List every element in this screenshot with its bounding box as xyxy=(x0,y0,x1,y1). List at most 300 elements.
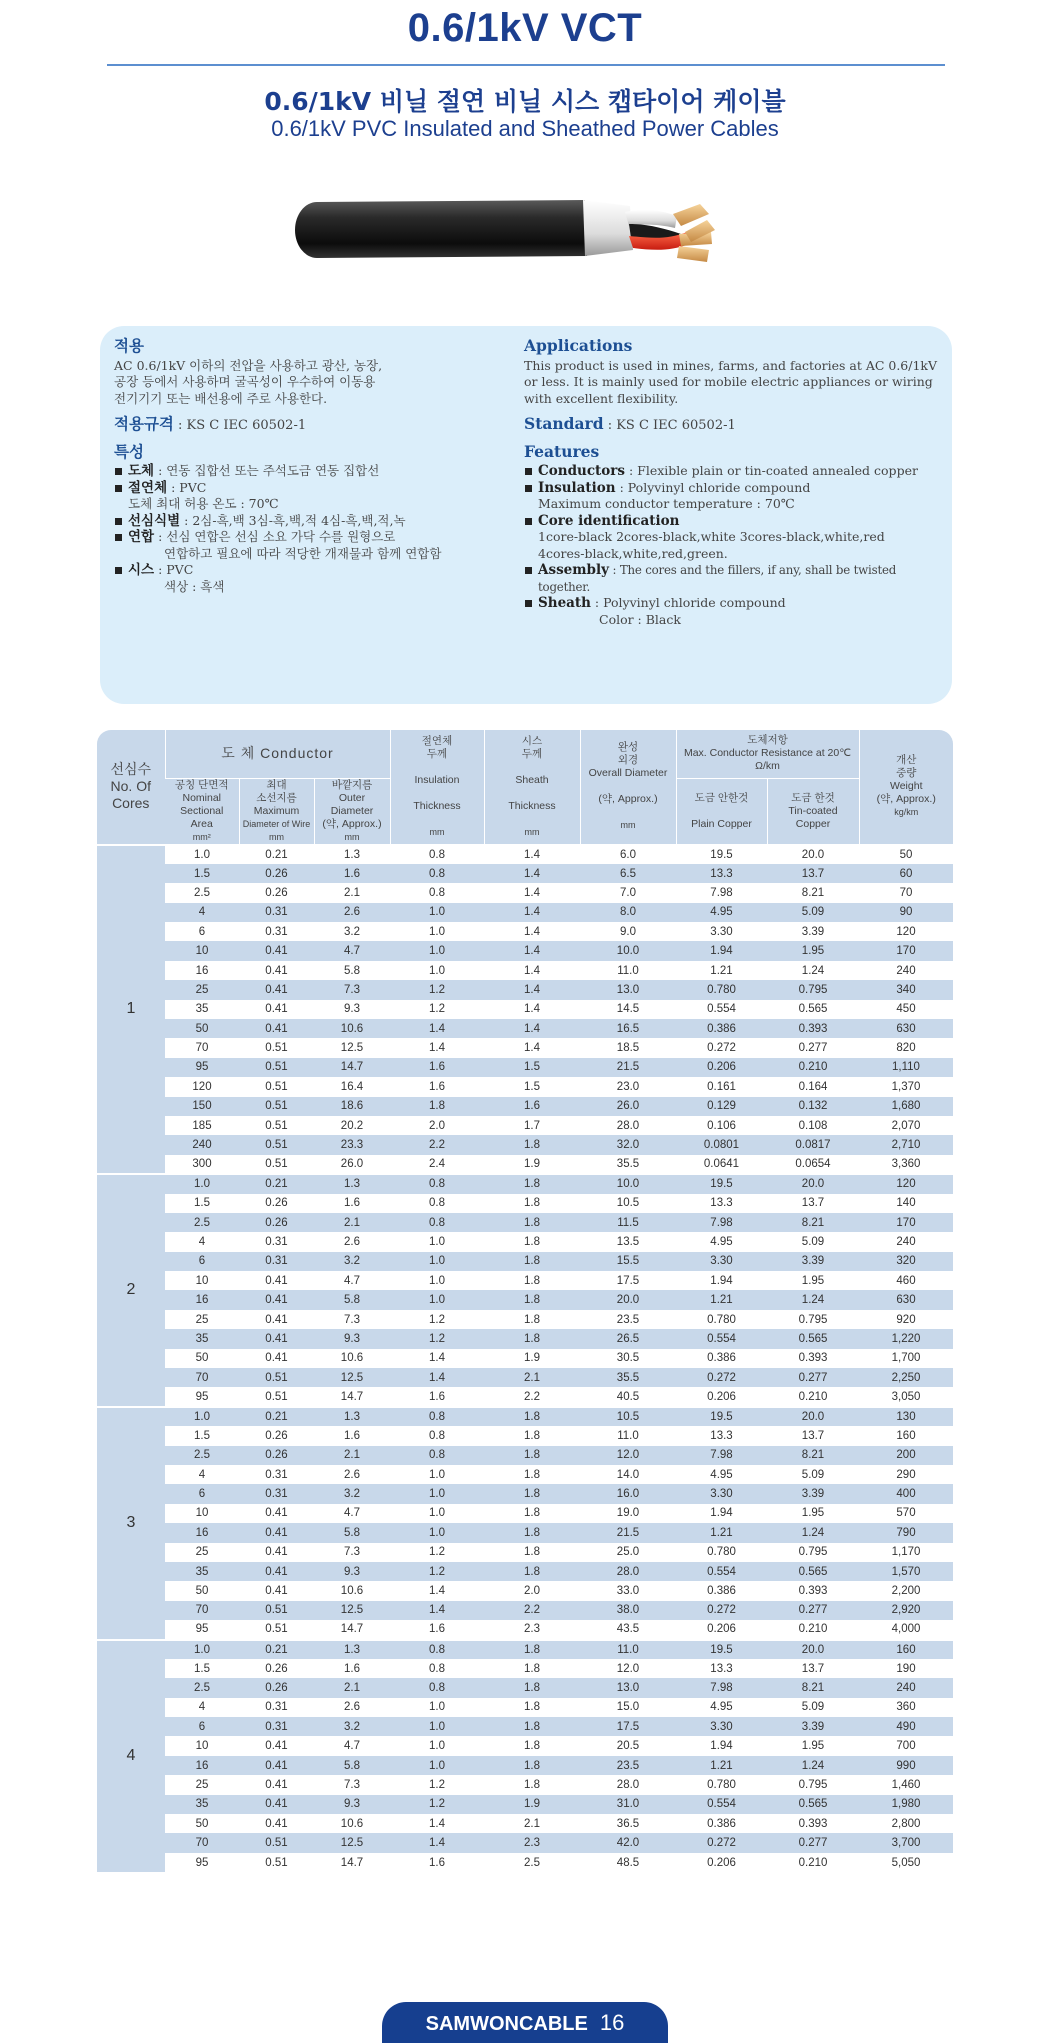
table-cell: 0.41 xyxy=(239,1523,314,1542)
table-cell: 1.2 xyxy=(390,1310,484,1329)
table-cell: 18.5 xyxy=(580,1038,676,1057)
table-cell: 12.0 xyxy=(580,1659,676,1678)
page-number: 16 xyxy=(599,2010,625,2035)
feature-insulation-detail: 도체 최대 허용 온도 : 70℃ xyxy=(128,496,279,511)
table-cell: 0.51 xyxy=(239,1077,314,1096)
table-cell: 70 xyxy=(859,883,953,902)
table-cell: 1.2 xyxy=(390,1329,484,1348)
table-cell: 0.206 xyxy=(676,1058,767,1077)
table-cell: 7.98 xyxy=(676,883,767,902)
table-cell: 28.0 xyxy=(580,1116,676,1135)
table-cell: 3.2 xyxy=(314,1252,390,1271)
table-cell: 6 xyxy=(165,922,239,941)
table-cell: 10 xyxy=(165,1271,239,1290)
table-cell: 1.8 xyxy=(484,1446,580,1465)
table-cell: 50 xyxy=(165,1581,239,1600)
table-cell: 120 xyxy=(165,1077,239,1096)
table-cell: 1.94 xyxy=(676,1736,767,1755)
table-cell: 1.8 xyxy=(484,1523,580,1542)
table-cell: 0.393 xyxy=(767,1814,859,1833)
table-cell: 1,680 xyxy=(859,1097,953,1116)
table-cell: 6 xyxy=(165,1484,239,1503)
table-row xyxy=(97,1620,953,1639)
table-cell: 11.0 xyxy=(580,1426,676,1445)
table-cell: 0.393 xyxy=(767,1019,859,1038)
table-cell: 3.30 xyxy=(676,1484,767,1503)
product-title-korean: 0.6/1kV 비닐 절연 비닐 시스 캡타이어 케이블 xyxy=(264,87,786,116)
table-cell: 1.0 xyxy=(390,1756,484,1775)
table-cell: 450 xyxy=(859,1000,953,1019)
table-cell: 0.51 xyxy=(239,1155,314,1174)
table-cell: 1.0 xyxy=(165,1407,239,1426)
table-cell: 0.41 xyxy=(239,961,314,980)
table-cell: 12.5 xyxy=(314,1833,390,1852)
table-cell: 1.4 xyxy=(390,1581,484,1600)
table-row xyxy=(97,1446,953,1465)
table-cell: 0.31 xyxy=(239,1465,314,1484)
applications-line: AC 0.6/1kV 이하의 전압을 사용하고 광산, 농장, xyxy=(114,357,383,373)
table-cell: 1.0 xyxy=(390,1698,484,1717)
table-row xyxy=(97,1756,953,1775)
table-cell: 0.8 xyxy=(390,1659,484,1678)
table-cell: 0.41 xyxy=(239,980,314,999)
table-cell: 0.31 xyxy=(239,1484,314,1503)
table-cell: 7.3 xyxy=(314,1543,390,1562)
table-cell: 170 xyxy=(859,941,953,960)
table-cell: 1.0 xyxy=(390,1484,484,1503)
applications-line: with excellent flexibility. xyxy=(524,390,679,406)
table-cell: 4.7 xyxy=(314,1271,390,1290)
table-row xyxy=(97,1407,953,1426)
table-cell: 25 xyxy=(165,1543,239,1562)
table-cell: 0.108 xyxy=(767,1116,859,1135)
standard-line-ko xyxy=(114,416,514,435)
table-cell: 1.4 xyxy=(484,980,580,999)
standard-line-en xyxy=(524,416,949,435)
table-cell: 12.5 xyxy=(314,1038,390,1057)
table-cell: 2.6 xyxy=(314,1232,390,1251)
table-cell: 25.0 xyxy=(580,1543,676,1562)
table-cell: 1.3 xyxy=(314,1407,390,1426)
header-sheath-thickness: 시스 두께 Sheath Thickness mm xyxy=(484,730,580,845)
table-cell: 50 xyxy=(165,1349,239,1368)
table-cell: 14.7 xyxy=(314,1853,390,1872)
table-cell: 3.30 xyxy=(676,1252,767,1271)
table-cell: 240 xyxy=(859,1678,953,1697)
table-cell: 0.51 xyxy=(239,1387,314,1406)
table-cell: 4 xyxy=(165,903,239,922)
table-cell: 10 xyxy=(165,1736,239,1755)
table-cell: 95 xyxy=(165,1853,239,1872)
table-cell: 0.31 xyxy=(239,1698,314,1717)
table-row xyxy=(97,1019,953,1038)
table-cell: 16 xyxy=(165,1290,239,1309)
table-cell: 15.0 xyxy=(580,1698,676,1717)
footer-page-tab xyxy=(382,2002,668,2043)
table-cell: 2,920 xyxy=(859,1601,953,1620)
table-row xyxy=(97,1000,953,1019)
table-cell: 28.0 xyxy=(580,1562,676,1581)
header-insulation-thickness: 절연체 두께 Insulation Thickness mm xyxy=(390,730,484,845)
table-cell: 13.5 xyxy=(580,1232,676,1251)
table-cell: 23.0 xyxy=(580,1077,676,1096)
feature-core-id-detail: 4cores-black,white,red,green. xyxy=(538,545,728,561)
table-cell: 0.554 xyxy=(676,1000,767,1019)
table-cell: 0.565 xyxy=(767,1562,859,1581)
table-row xyxy=(97,1833,953,1852)
table-cell: 16 xyxy=(165,961,239,980)
table-cell: 700 xyxy=(859,1736,953,1755)
table-cell: 160 xyxy=(859,1640,953,1659)
table-cell: 19.5 xyxy=(676,1174,767,1193)
table-cell: 160 xyxy=(859,1426,953,1445)
table-cell: 2,200 xyxy=(859,1581,953,1600)
table-cell: 16.4 xyxy=(314,1077,390,1096)
table-cell: 140 xyxy=(859,1194,953,1213)
table-row xyxy=(97,1698,953,1717)
table-row xyxy=(97,1736,953,1755)
table-row xyxy=(97,903,953,922)
table-cell: 490 xyxy=(859,1717,953,1736)
header-wire-diameter: 최대 소선지름 Maximum Diameter of Wire mm xyxy=(239,778,314,845)
table-cell: 0.41 xyxy=(239,1562,314,1581)
table-row xyxy=(97,1077,953,1096)
table-cell: 5.8 xyxy=(314,1290,390,1309)
table-cell: 1.8 xyxy=(484,1756,580,1775)
table-cell: 5.8 xyxy=(314,1756,390,1775)
table-row xyxy=(97,1368,953,1387)
table-cell: 9.0 xyxy=(580,922,676,941)
table-cell: 0.0817 xyxy=(767,1135,859,1154)
table-row xyxy=(97,1775,953,1794)
table-cell: 1.4 xyxy=(390,1038,484,1057)
table-cell: 1.0 xyxy=(390,1736,484,1755)
table-cell: 1.5 xyxy=(484,1077,580,1096)
header-outer-diameter: 바깥지름 Outer Diameter (약, Approx.) mm xyxy=(314,778,390,845)
table-cell: 0.210 xyxy=(767,1620,859,1639)
table-cell: 13.7 xyxy=(767,1659,859,1678)
feature-sheath-detail: 색상 : 흑색 xyxy=(164,578,225,594)
table-cell: 0.51 xyxy=(239,1368,314,1387)
table-cell: 3.30 xyxy=(676,922,767,941)
table-cell: 570 xyxy=(859,1504,953,1523)
table-cell: 1.8 xyxy=(484,1698,580,1717)
table-cell: 920 xyxy=(859,1310,953,1329)
table-row xyxy=(97,1038,953,1057)
table-cell: 11.0 xyxy=(580,961,676,980)
table-cell: 70 xyxy=(165,1833,239,1852)
table-cell: 0.565 xyxy=(767,1795,859,1814)
core-count-cell: 1 xyxy=(97,845,165,1175)
table-cell: 0.164 xyxy=(767,1077,859,1096)
table-cell: 1.4 xyxy=(484,845,580,864)
table-cell: 3.39 xyxy=(767,1252,859,1271)
table-cell: 1.0 xyxy=(165,1174,239,1193)
table-cell: 2,710 xyxy=(859,1135,953,1154)
feature-insulation: 절연체 : PVC xyxy=(114,480,514,497)
table-cell: 2.6 xyxy=(314,903,390,922)
table-cell: 1.3 xyxy=(314,1640,390,1659)
table-cell: 26.0 xyxy=(580,1097,676,1116)
feature-insulation-detail: Maximum conductor temperature : 70℃ xyxy=(538,496,795,511)
table-cell: 1.8 xyxy=(484,1465,580,1484)
table-cell: 35.5 xyxy=(580,1368,676,1387)
table-cell: 5.09 xyxy=(767,1465,859,1484)
table-cell: 7.3 xyxy=(314,1310,390,1329)
table-cell: 20.5 xyxy=(580,1736,676,1755)
feature-assembly-detail: 연합하고 필요에 따라 적당한 개재물과 함께 연합함 xyxy=(164,545,442,561)
product-title-english: 0.6/1kV PVC Insulated and Sheathed Power Cables xyxy=(271,116,779,141)
table-cell: 14.7 xyxy=(314,1058,390,1077)
table-row xyxy=(97,864,953,883)
table-cell: 2.4 xyxy=(390,1155,484,1174)
table-row xyxy=(97,1135,953,1154)
table-cell: 0.41 xyxy=(239,1736,314,1755)
table-cell: 0.386 xyxy=(676,1581,767,1600)
table-cell: 1.8 xyxy=(484,1678,580,1697)
table-cell: 2.1 xyxy=(314,1446,390,1465)
table-cell: 1.6 xyxy=(390,1077,484,1096)
table-cell: 0.0654 xyxy=(767,1155,859,1174)
table-cell: 0.129 xyxy=(676,1097,767,1116)
standard-label: 적용규격 xyxy=(114,414,174,433)
header-plain-copper: 도금 안한것 Plain Copper xyxy=(676,778,767,845)
table-cell: 2.1 xyxy=(314,1213,390,1232)
info-korean-column xyxy=(114,338,514,595)
table-cell: 1.0 xyxy=(390,1290,484,1309)
table-row xyxy=(97,961,953,980)
table-cell: 1.0 xyxy=(390,1523,484,1542)
applications-line: or less. It is mainly used for mobile electric appliances or wiring xyxy=(524,374,933,389)
table-cell: 1.21 xyxy=(676,1523,767,1542)
table-cell: 26.5 xyxy=(580,1329,676,1348)
table-cell: 5.8 xyxy=(314,1523,390,1542)
table-cell: 1.6 xyxy=(314,864,390,883)
table-cell: 1.0 xyxy=(165,1640,239,1659)
table-cell: 0.277 xyxy=(767,1833,859,1852)
table-cell: 400 xyxy=(859,1484,953,1503)
table-cell: 3.39 xyxy=(767,1717,859,1736)
table-cell: 1.7 xyxy=(484,1116,580,1135)
table-cell: 13.7 xyxy=(767,864,859,883)
table-row xyxy=(97,1232,953,1251)
table-cell: 1,170 xyxy=(859,1543,953,1562)
table-cell: 9.3 xyxy=(314,1000,390,1019)
table-row xyxy=(97,980,953,999)
table-cell: 1,220 xyxy=(859,1329,953,1348)
table-cell: 340 xyxy=(859,980,953,999)
table-cell: 185 xyxy=(165,1116,239,1135)
info-english-column xyxy=(524,338,949,628)
table-cell: 0.795 xyxy=(767,1543,859,1562)
table-cell: 0.31 xyxy=(239,1252,314,1271)
table-cell: 0.41 xyxy=(239,1543,314,1562)
table-cell: 4.95 xyxy=(676,1698,767,1717)
header-resistance: 도체저항 Max. Conductor Resistance at 20℃ Ω/km xyxy=(676,730,859,778)
table-cell: 90 xyxy=(859,903,953,922)
table-cell: 0.272 xyxy=(676,1601,767,1620)
core-count-cell: 3 xyxy=(97,1407,165,1640)
table-cell: 320 xyxy=(859,1252,953,1271)
table-cell: 26.0 xyxy=(314,1155,390,1174)
table-cell: 19.5 xyxy=(676,845,767,864)
table-cell: 0.41 xyxy=(239,1504,314,1523)
table-cell: 2.1 xyxy=(314,1678,390,1697)
table-cell: 0.26 xyxy=(239,1678,314,1697)
table-row xyxy=(97,1601,953,1620)
table-row xyxy=(97,1853,953,1872)
table-cell: 0.26 xyxy=(239,1194,314,1213)
table-row xyxy=(97,1174,953,1193)
table-cell: 0.277 xyxy=(767,1038,859,1057)
table-cell: 20.0 xyxy=(767,1174,859,1193)
table-cell: 1.94 xyxy=(676,1504,767,1523)
table-cell: 0.26 xyxy=(239,1426,314,1445)
table-cell: 28.0 xyxy=(580,1775,676,1794)
table-cell: 17.5 xyxy=(580,1271,676,1290)
table-cell: 1.0 xyxy=(390,903,484,922)
table-cell: 0.51 xyxy=(239,1601,314,1620)
table-cell: 2.5 xyxy=(165,1446,239,1465)
table-cell: 1.9 xyxy=(484,1155,580,1174)
table-cell: 23.3 xyxy=(314,1135,390,1154)
table-cell: 2.1 xyxy=(484,1814,580,1833)
table-cell: 1.4 xyxy=(484,864,580,883)
table-cell: 0.51 xyxy=(239,1097,314,1116)
table-cell: 1.6 xyxy=(314,1426,390,1445)
feature-insulation: Insulation : Polyvinyl chloride compound xyxy=(524,480,949,497)
table-cell: 4.7 xyxy=(314,941,390,960)
table-cell: 1.8 xyxy=(484,1543,580,1562)
header-cores: 선심수 No. Of Cores xyxy=(97,730,165,845)
table-cell: 0.393 xyxy=(767,1349,859,1368)
table-cell: 0.51 xyxy=(239,1620,314,1639)
table-cell: 8.21 xyxy=(767,1446,859,1465)
table-row xyxy=(97,1717,953,1736)
table-cell: 0.8 xyxy=(390,1194,484,1213)
table-cell: 1.4 xyxy=(484,941,580,960)
table-cell: 19.5 xyxy=(676,1640,767,1659)
table-cell: 13.7 xyxy=(767,1194,859,1213)
table-cell: 1.8 xyxy=(484,1310,580,1329)
table-cell: 0.780 xyxy=(676,1775,767,1794)
table-cell: 8.0 xyxy=(580,903,676,922)
table-cell: 1.8 xyxy=(484,1562,580,1581)
table-row xyxy=(97,1562,953,1581)
table-cell: 1.0 xyxy=(390,961,484,980)
table-cell: 1.8 xyxy=(484,1329,580,1348)
table-row xyxy=(97,1659,953,1678)
table-cell: 4.95 xyxy=(676,1232,767,1251)
table-cell: 70 xyxy=(165,1038,239,1057)
table-cell: 2.0 xyxy=(484,1581,580,1600)
table-cell: 10.5 xyxy=(580,1407,676,1426)
table-cell: 13.3 xyxy=(676,1659,767,1678)
table-cell: 2.1 xyxy=(314,883,390,902)
table-cell: 1.21 xyxy=(676,961,767,980)
table-cell: 1.8 xyxy=(484,1232,580,1251)
table-cell: 130 xyxy=(859,1407,953,1426)
table-cell: 1.3 xyxy=(314,845,390,864)
table-cell: 2.5 xyxy=(165,1213,239,1232)
table-cell: 23.5 xyxy=(580,1310,676,1329)
table-cell: 7.98 xyxy=(676,1213,767,1232)
table-cell: 1.0 xyxy=(390,1232,484,1251)
table-cell: 0.780 xyxy=(676,980,767,999)
table-cell: 13.3 xyxy=(676,864,767,883)
table-cell: 0.277 xyxy=(767,1368,859,1387)
table-row xyxy=(97,1290,953,1309)
table-cell: 0.8 xyxy=(390,1174,484,1193)
table-cell: 1.4 xyxy=(390,1019,484,1038)
table-cell: 6 xyxy=(165,1252,239,1271)
table-cell: 1.5 xyxy=(165,1194,239,1213)
table-cell: 15.5 xyxy=(580,1252,676,1271)
table-cell: 1.24 xyxy=(767,961,859,980)
specification-rows xyxy=(97,845,953,1873)
table-cell: 0.272 xyxy=(676,1038,767,1057)
table-row xyxy=(97,1310,953,1329)
table-cell: 0.8 xyxy=(390,1407,484,1426)
table-cell: 6.5 xyxy=(580,864,676,883)
table-cell: 2.3 xyxy=(484,1833,580,1852)
table-row xyxy=(97,1581,953,1600)
table-cell: 630 xyxy=(859,1290,953,1309)
table-cell: 31.0 xyxy=(580,1795,676,1814)
table-cell: 0.26 xyxy=(239,883,314,902)
table-cell: 9.3 xyxy=(314,1795,390,1814)
table-row xyxy=(97,1329,953,1348)
table-cell: 2.6 xyxy=(314,1698,390,1717)
table-cell: 1.8 xyxy=(390,1097,484,1116)
table-cell: 1.8 xyxy=(484,1640,580,1659)
table-cell: 0.8 xyxy=(390,1678,484,1697)
table-cell: 1.24 xyxy=(767,1756,859,1775)
table-cell: 21.5 xyxy=(580,1523,676,1542)
table-cell: 95 xyxy=(165,1387,239,1406)
table-cell: 0.780 xyxy=(676,1543,767,1562)
table-cell: 5.8 xyxy=(314,961,390,980)
table-cell: 36.5 xyxy=(580,1814,676,1833)
table-cell: 1.21 xyxy=(676,1290,767,1309)
table-cell: 1.3 xyxy=(314,1174,390,1193)
table-cell: 14.0 xyxy=(580,1465,676,1484)
table-cell: 300 xyxy=(165,1155,239,1174)
table-cell: 12.5 xyxy=(314,1601,390,1620)
page-title: 0.6/1kV VCT xyxy=(407,6,643,50)
table-cell: 50 xyxy=(859,845,953,864)
feature-conductor: 도체 : 연동 집합선 또는 주석도금 연동 집합선 xyxy=(114,463,514,480)
table-cell: 1.0 xyxy=(390,1271,484,1290)
table-cell: 2.2 xyxy=(390,1135,484,1154)
table-cell: 0.106 xyxy=(676,1116,767,1135)
table-cell: 3,700 xyxy=(859,1833,953,1852)
table-cell: 0.31 xyxy=(239,903,314,922)
table-cell: 9.3 xyxy=(314,1562,390,1581)
table-cell: 5.09 xyxy=(767,1698,859,1717)
table-row xyxy=(97,1349,953,1368)
table-cell: 1.8 xyxy=(484,1717,580,1736)
table-cell: 1.8 xyxy=(484,1775,580,1794)
table-cell: 1.5 xyxy=(484,1058,580,1077)
table-cell: 5.09 xyxy=(767,1232,859,1251)
table-cell: 16 xyxy=(165,1756,239,1775)
table-cell: 460 xyxy=(859,1271,953,1290)
table-cell: 1.4 xyxy=(484,1038,580,1057)
table-cell: 13.3 xyxy=(676,1426,767,1445)
table-cell: 2.2 xyxy=(484,1387,580,1406)
table-cell: 1.0 xyxy=(390,941,484,960)
